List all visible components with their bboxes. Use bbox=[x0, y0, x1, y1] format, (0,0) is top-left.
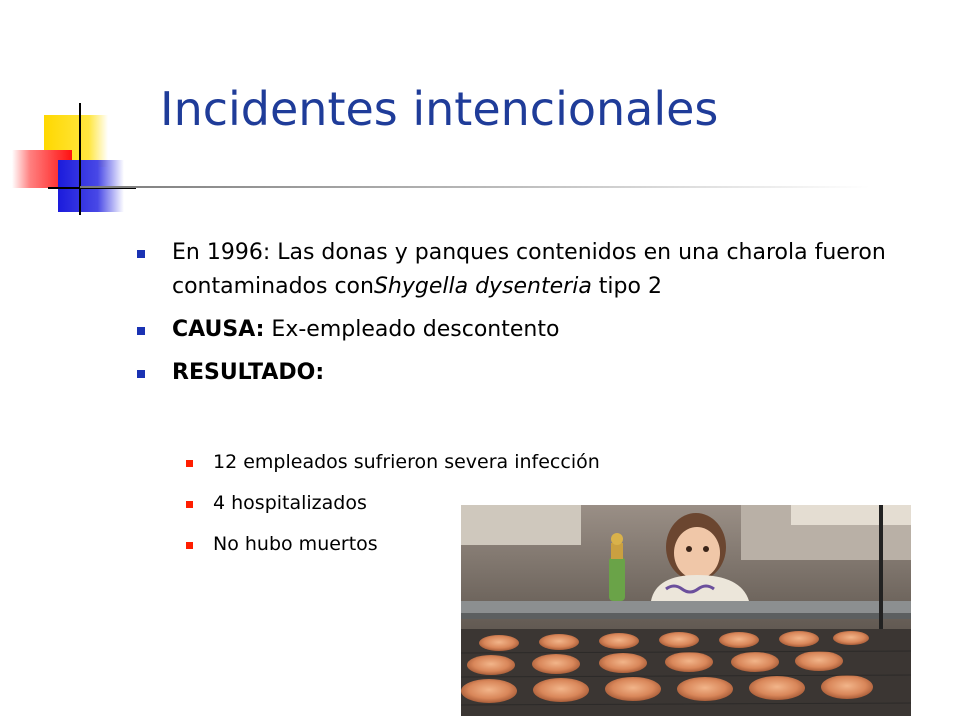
slide-title: Incidentes intencionales bbox=[160, 82, 719, 136]
bullet-marker bbox=[137, 370, 145, 378]
sub-bullet-marker bbox=[186, 542, 193, 549]
logo-vertical-line bbox=[79, 103, 81, 215]
sub-bullet-infected bbox=[186, 448, 786, 476]
sub-bullet-text: No hubo muertos bbox=[213, 533, 378, 555]
child-donuts-photo bbox=[461, 505, 911, 716]
bullet-1996-pre: En 1996: Las donas y panques contenidos en una charola fueron contaminados con bbox=[172, 240, 886, 299]
causa-label: CAUSA: bbox=[172, 317, 265, 342]
resultado-label: RESULTADO: bbox=[172, 360, 325, 385]
bullet-1996-text bbox=[172, 236, 932, 304]
title-divider bbox=[80, 186, 870, 188]
sub-bullet-marker bbox=[186, 501, 193, 508]
bullet-1996 bbox=[137, 236, 937, 304]
bullet-causa bbox=[137, 313, 937, 347]
decorative-squares-logo bbox=[0, 0, 140, 230]
causa-text: Ex-empleado descontento bbox=[264, 317, 560, 342]
bullet-marker bbox=[137, 327, 145, 335]
photo-illustration bbox=[461, 505, 911, 716]
bullet-resultado bbox=[137, 356, 937, 390]
bacteria-name: Shygella dysenteria bbox=[373, 274, 592, 299]
bullet-marker bbox=[137, 250, 145, 258]
bullet-list bbox=[137, 236, 937, 399]
bullet-1996-post: tipo 2 bbox=[591, 274, 662, 299]
sub-bullet-text: 12 empleados sufrieron severa infección bbox=[213, 451, 600, 473]
sub-bullet-marker bbox=[186, 460, 193, 467]
sub-bullet-text: 4 hospitalizados bbox=[213, 492, 367, 514]
